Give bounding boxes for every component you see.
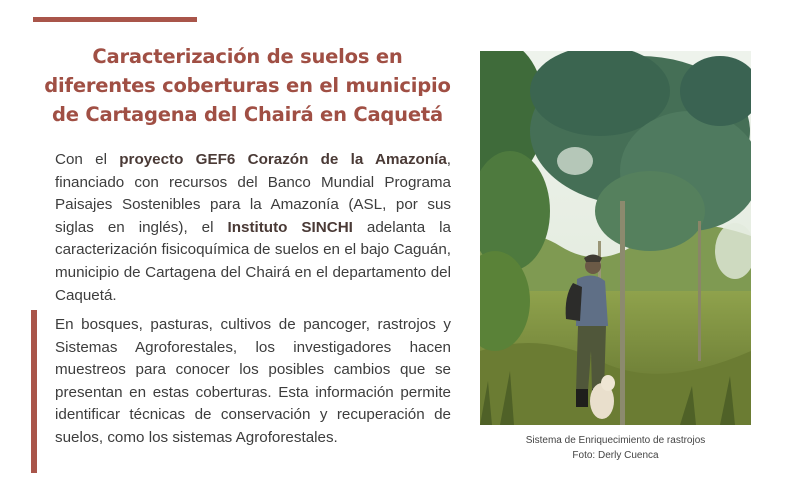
caption-description: Sistema de Enriquecimiento de rastrojos (525, 435, 706, 446)
intro-text-3: adelanta la caracterización fisicoquímica de suelos en el bajo Caguán, municipio de Cartagena del Chairá en el departamento del Caquetá. (55, 218, 451, 304)
caption-credit: Foto: Derly Cuenca (572, 450, 659, 461)
body-paragraph: En bosques, pasturas, cultivos de pancoger, rastrojos y Sistemas Agroforestales, los investigadores hacen muestreos para conocer los posibles cambios que se presentan en estas coberturas. Esta información permite identificar técnicas de conservación y recuperación de suelos, como los sistemas Agroforestales. (55, 316, 451, 446)
intro-paragraph (55, 149, 451, 307)
project-name: proyecto GEF6 Corazón de la Amazonía (119, 151, 447, 168)
intro-text-2: , financiado con recursos del Banco Mundial Programa Paisajes Sostenibles para la Amazonía (ASL, por sus siglas en inglés), el (55, 151, 451, 236)
intro-text-1: Con el (55, 151, 120, 168)
article-title: Caracterización de suelos en diferentes coberturas en el municipio de Cartagena del Chairá en Caquetá (44, 45, 451, 126)
top-accent-rule (33, 17, 197, 22)
photo-caption (480, 433, 751, 463)
quote-side-bar (31, 310, 37, 473)
institute-name: Instituto SINCHI (227, 218, 353, 236)
field-photo (480, 51, 751, 425)
